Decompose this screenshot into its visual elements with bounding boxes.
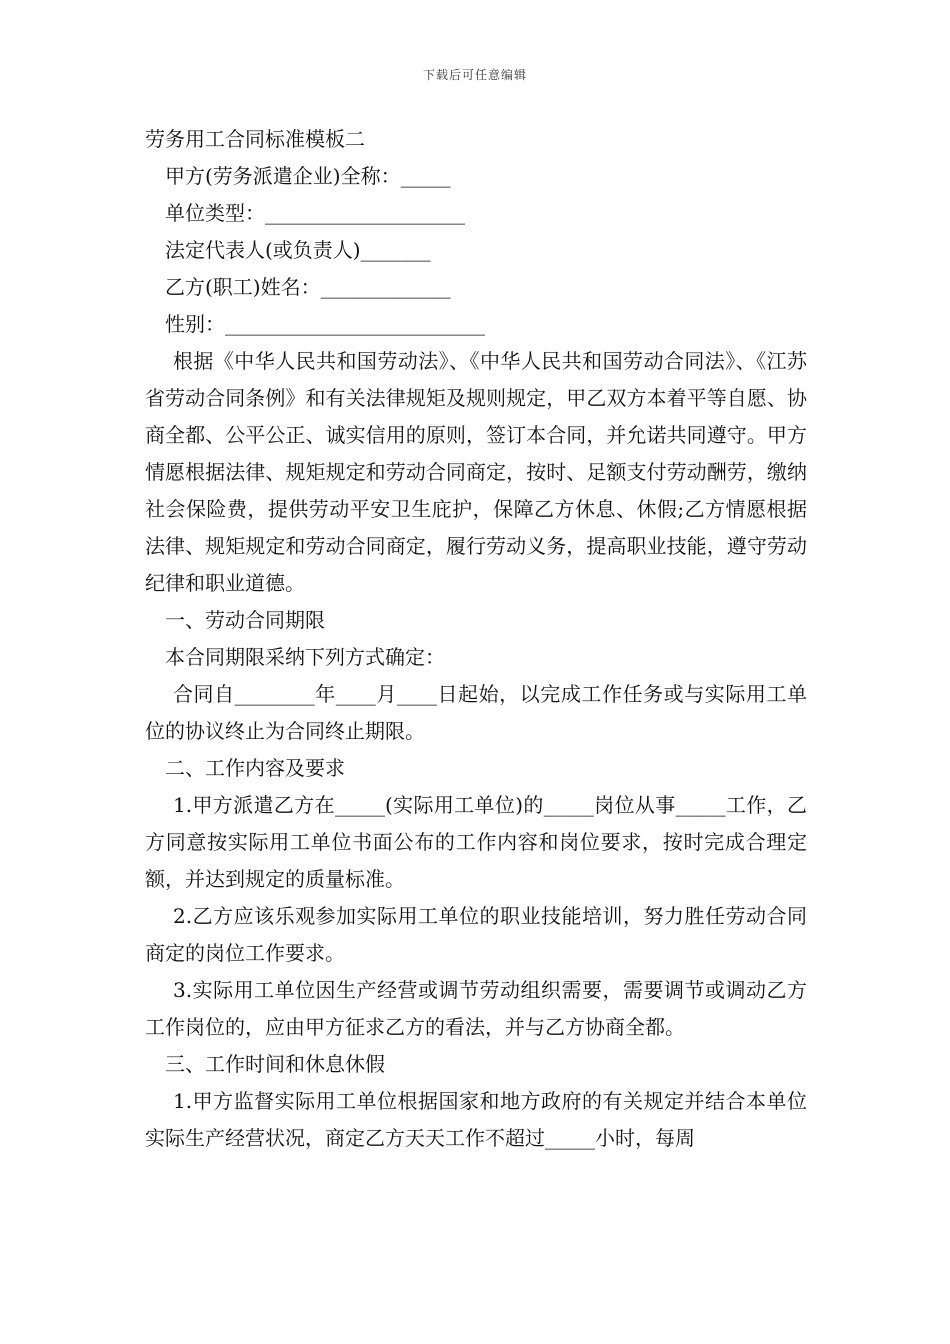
- field-party-b-name: 乙方(职工)姓名：_____________: [165, 275, 451, 299]
- header-note: 下载后可任意编辑: [422, 68, 527, 82]
- section2-item-3: 3.实际用工单位因生产经营或调节劳动组织需要，需要调节或调动乙方工作岗位的，应由甲方征求乙方的看法，并与乙方协商全都。: [145, 978, 807, 1039]
- document-body: [145, 121, 807, 1157]
- field-unit-type: 单位类型：____________________: [165, 201, 465, 225]
- section2-item-1: 1.甲方派遣乙方在_____(实际用工单位)的_____岗位从事_____工作，乙方同意按实际用工单位书面公布的工作内容和岗位要求，按时完成合理定额，并达到规定的质量标准。: [145, 793, 807, 891]
- document-title: 劳务用工合同标准模板二: [145, 127, 365, 151]
- preamble-paragraph: 根据《中华人民共和国劳动法》、《中华人民共和国劳动合同法》、《江苏省劳动合同条例》和有关法律规矩及规则规定，甲乙双方本着平等自愿、协商全都、公平公正、诚实信用的原则，签订本合同，并允诺共同遵守。甲方情愿根据法律、规矩规定和劳动合同商定，按时、足额支付劳动酬劳，缴纳社会保险费，提供劳动平安卫生庇护，保障乙方休息、休假;乙方情愿根据法律、规矩规定和劳动合同商定，履行劳动义务，提高职业技能，遵守劳动纪律和职业道德。: [145, 349, 807, 595]
- section1-intro: 本合同期限采纳下列方式确定：: [165, 645, 445, 669]
- section3-heading: 三、工作时间和休息休假: [165, 1052, 385, 1076]
- field-party-a-name: 甲方(劳务派遣企业)全称：_____: [165, 164, 451, 188]
- section1-clause: 合同自________年____月____日起始，以完成工作任务或与实际用工单位的协议终止为合同终止期限。: [145, 682, 807, 743]
- section3-item-1: 1.甲方监督实际用工单位根据国家和地方政府的有关规定并结合本单位实际生产经营状况，商定乙方天天工作不超过_____小时，每周: [145, 1089, 807, 1150]
- section1-heading: 一、劳动合同期限: [165, 608, 325, 632]
- field-gender: 性别：__________________________: [165, 312, 485, 336]
- section2-item-2: 2.乙方应该乐观参加实际用工单位的职业技能培训，努力胜任劳动合同商定的岗位工作要求。: [145, 904, 807, 965]
- field-legal-representative: 法定代表人(或负责人)_______: [165, 238, 431, 262]
- section2-heading: 二、工作内容及要求: [165, 756, 345, 780]
